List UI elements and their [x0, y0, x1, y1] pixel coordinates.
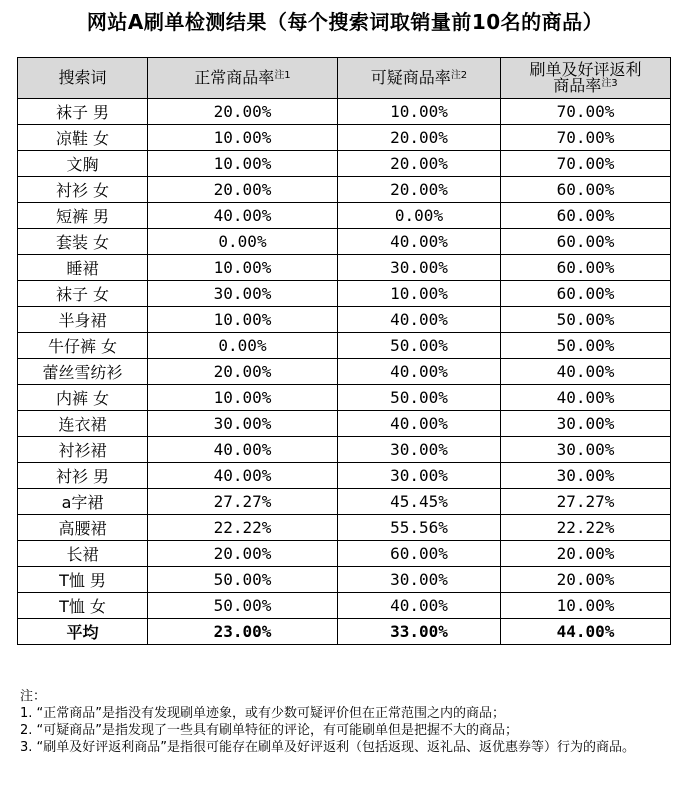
fraud-rate-cell: 50.00%: [501, 307, 671, 333]
keyword-cell: 长裙: [18, 541, 148, 567]
keyword-cell: 衬衫裙: [18, 437, 148, 463]
table-row: [18, 463, 671, 489]
fraud-rate-cell: 40.00%: [501, 359, 671, 385]
normal-rate-cell: 22.22%: [148, 515, 338, 541]
note-marker-1: 注1: [274, 70, 291, 81]
keyword-cell: 牛仔裤 女: [18, 333, 148, 359]
table-row: [18, 177, 671, 203]
results-table: [17, 57, 671, 645]
fraud-rate-cell: 30.00%: [501, 437, 671, 463]
table-row: [18, 125, 671, 151]
table-row: [18, 281, 671, 307]
fraud-rate-cell: 60.00%: [501, 281, 671, 307]
normal-rate-cell: 30.00%: [148, 411, 338, 437]
note-marker-3: 注3: [601, 78, 618, 89]
table-row: [18, 359, 671, 385]
fraud-rate-cell: 70.00%: [501, 151, 671, 177]
normal-rate-cell: 30.00%: [148, 281, 338, 307]
fraud-rate-cell: 30.00%: [501, 411, 671, 437]
header-keyword: 搜索词: [18, 58, 148, 99]
normal-rate-cell: 27.27%: [148, 489, 338, 515]
fraud-rate-cell: 70.00%: [501, 99, 671, 125]
header-normal-rate: 正常商品率$^{注1}$: [148, 58, 338, 99]
page-title: 网站A刷单检测结果（每个搜索词取销量前10名的商品）: [86, 10, 604, 34]
fraud-rate-cell: 70.00%: [501, 125, 671, 151]
average-fraud: 44.00%: [501, 619, 671, 645]
table-row: [18, 307, 671, 333]
normal-rate-cell: 10.00%: [148, 151, 338, 177]
note-2: 2. “可疑商品”是指发现了一些具有刷单特征的评论，有可能刷单但是把握不大的商品；: [20, 723, 519, 738]
table-row: [18, 333, 671, 359]
keyword-cell: 高腰裙: [18, 515, 148, 541]
keyword-cell: 短裤 男: [18, 203, 148, 229]
table-row: [18, 437, 671, 463]
suspicious-rate-cell: 20.00%: [338, 151, 501, 177]
table-row: [18, 255, 671, 281]
suspicious-rate-cell: 40.00%: [338, 411, 501, 437]
suspicious-rate-cell: 50.00%: [338, 385, 501, 411]
keyword-cell: 衬衫 男: [18, 463, 148, 489]
suspicious-rate-cell: 20.00%: [338, 177, 501, 203]
notes-heading: 注：: [20, 689, 47, 704]
keyword-cell: 凉鞋 女: [18, 125, 148, 151]
keyword-cell: 文胸: [18, 151, 148, 177]
normal-rate-cell: 50.00%: [148, 567, 338, 593]
normal-rate-cell: 20.00%: [148, 99, 338, 125]
keyword-cell: 蕾丝雪纺衫: [18, 359, 148, 385]
suspicious-rate-cell: 10.00%: [338, 281, 501, 307]
keyword-cell: 连衣裙: [18, 411, 148, 437]
suspicious-rate-cell: 0.00%: [338, 203, 501, 229]
average-label: 平均: [18, 619, 148, 645]
suspicious-rate-cell: 60.00%: [338, 541, 501, 567]
keyword-cell: T恤 男: [18, 567, 148, 593]
normal-rate-cell: 40.00%: [148, 203, 338, 229]
table-row: [18, 99, 671, 125]
suspicious-rate-cell: 45.45%: [338, 489, 501, 515]
header-row: [18, 58, 671, 99]
footnotes: [20, 688, 680, 756]
suspicious-rate-cell: 40.00%: [338, 229, 501, 255]
fraud-rate-cell: 30.00%: [501, 463, 671, 489]
table-row: [18, 489, 671, 515]
suspicious-rate-cell: 30.00%: [338, 463, 501, 489]
normal-rate-cell: 50.00%: [148, 593, 338, 619]
normal-rate-cell: 20.00%: [148, 541, 338, 567]
average-normal: 23.00%: [148, 619, 338, 645]
fraud-rate-cell: 20.00%: [501, 567, 671, 593]
fraud-rate-cell: 60.00%: [501, 229, 671, 255]
fraud-rate-cell: 27.27%: [501, 489, 671, 515]
average-row: [18, 619, 671, 645]
suspicious-rate-cell: 40.00%: [338, 307, 501, 333]
table-row: [18, 541, 671, 567]
normal-rate-cell: 20.00%: [148, 177, 338, 203]
suspicious-rate-cell: 20.00%: [338, 125, 501, 151]
table-row: [18, 385, 671, 411]
keyword-cell: 衬衫 女: [18, 177, 148, 203]
normal-rate-cell: 0.00%: [148, 229, 338, 255]
normal-rate-cell: 40.00%: [148, 437, 338, 463]
keyword-cell: 袜子 女: [18, 281, 148, 307]
normal-rate-cell: 20.00%: [148, 359, 338, 385]
normal-rate-cell: 10.00%: [148, 385, 338, 411]
normal-rate-cell: 10.00%: [148, 125, 338, 151]
average-suspicious: 33.00%: [338, 619, 501, 645]
table-row: [18, 593, 671, 619]
suspicious-rate-cell: 50.00%: [338, 333, 501, 359]
keyword-cell: T恤 女: [18, 593, 148, 619]
suspicious-rate-cell: 55.56%: [338, 515, 501, 541]
keyword-cell: 睡裙: [18, 255, 148, 281]
fraud-rate-cell: 60.00%: [501, 255, 671, 281]
suspicious-rate-cell: 40.00%: [338, 359, 501, 385]
normal-rate-cell: 10.00%: [148, 307, 338, 333]
table-row: [18, 515, 671, 541]
fraud-rate-cell: 60.00%: [501, 177, 671, 203]
keyword-cell: 半身裙: [18, 307, 148, 333]
suspicious-rate-cell: 30.00%: [338, 255, 501, 281]
note-1: 1. “正常商品”是指没有发现刷单迹象，或有少数可疑评价但在正常范围之内的商品；: [20, 706, 506, 721]
fraud-rate-cell: 20.00%: [501, 541, 671, 567]
fraud-rate-cell: 50.00%: [501, 333, 671, 359]
fraud-rate-cell: 60.00%: [501, 203, 671, 229]
table-row: [18, 567, 671, 593]
table-row: [18, 203, 671, 229]
table-row: [18, 151, 671, 177]
header-suspicious-rate: 可疑商品率$^{注2}$: [338, 58, 501, 99]
fraud-rate-cell: 10.00%: [501, 593, 671, 619]
header-fraud-rate: 刷单及好评返利 商品率$^{注3}$: [501, 58, 671, 99]
suspicious-rate-cell: 30.00%: [338, 437, 501, 463]
suspicious-rate-cell: 30.00%: [338, 567, 501, 593]
note-3: 3. “刷单及好评返利商品”是指很可能存在刷单及好评返利（包括返现、返礼品、返优惠券等）行为的商品。: [20, 740, 636, 755]
table-row: [18, 229, 671, 255]
suspicious-rate-cell: 40.00%: [338, 593, 501, 619]
note-marker-2: 注2: [450, 70, 468, 81]
keyword-cell: 套装 女: [18, 229, 148, 255]
fraud-rate-cell: 40.00%: [501, 385, 671, 411]
keyword-cell: 袜子 男: [18, 99, 148, 125]
normal-rate-cell: 10.00%: [148, 255, 338, 281]
table-row: [18, 411, 671, 437]
normal-rate-cell: 0.00%: [148, 333, 338, 359]
fraud-rate-cell: 22.22%: [501, 515, 671, 541]
normal-rate-cell: 40.00%: [148, 463, 338, 489]
suspicious-rate-cell: 10.00%: [338, 99, 501, 125]
keyword-cell: 内裤 女: [18, 385, 148, 411]
keyword-cell: a字裙: [18, 489, 148, 515]
